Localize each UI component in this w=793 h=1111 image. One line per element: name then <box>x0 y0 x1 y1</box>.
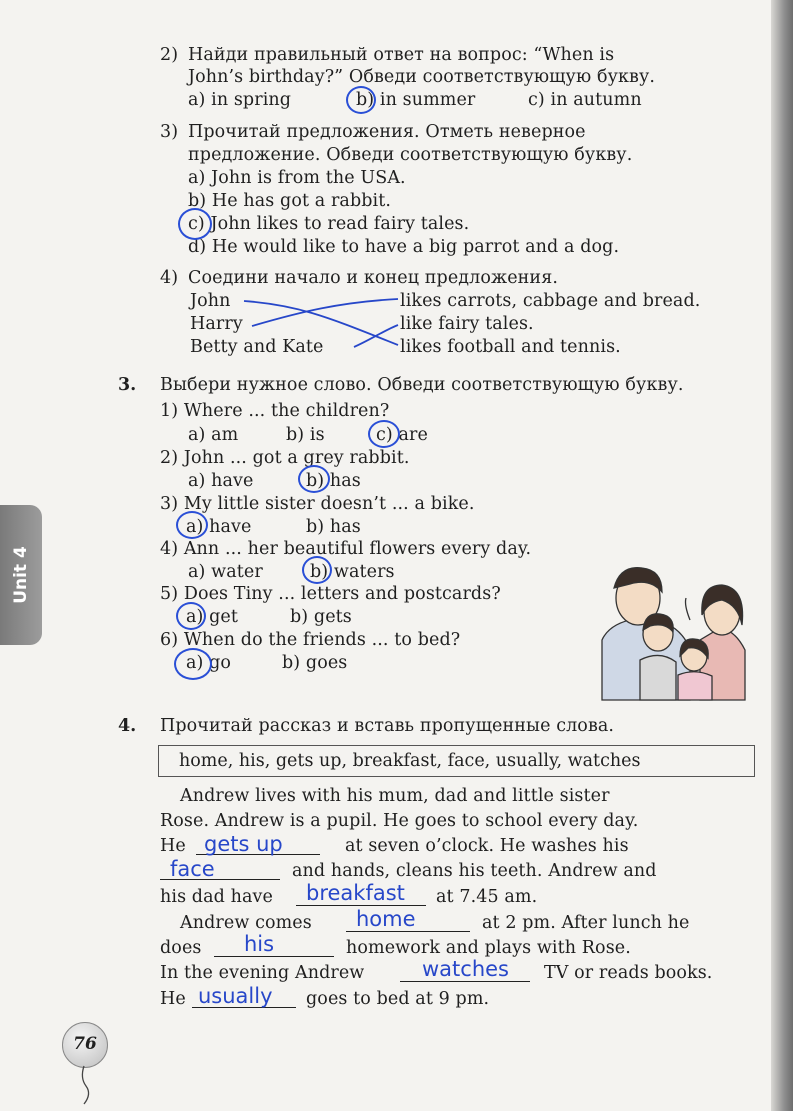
ex3-q6-option-b: b) goes <box>282 653 348 673</box>
q4-title: Соедини начало и конец предложения. <box>188 268 558 288</box>
ex3-question-3: 3) My little sister doesn’t ... a bike. <box>160 494 475 514</box>
q2-option-c: c) in autumn <box>528 90 642 110</box>
ex3-question-5: 5) Does Tiny ... letters and postcards? <box>160 584 501 604</box>
ex3-q1-option-b: b) is <box>286 425 325 445</box>
story-line-7a: does <box>160 938 202 958</box>
q2-line2: John’s birthday?” Обведи соответствующую букву. <box>188 67 656 87</box>
q3-line2: предложение. Обведи соответствующую букву. <box>188 145 633 165</box>
handwritten-answer: watches <box>422 957 509 981</box>
handwritten-answer: gets up <box>204 832 283 856</box>
word-bank-words: home, his, gets up, breakfast, face, usually, watches <box>179 751 641 771</box>
story-line-9a: He <box>160 989 186 1009</box>
ex3-q5-option-a: a) get <box>186 607 239 627</box>
exercise-4-number: 4. <box>118 716 137 736</box>
q4-left-3: Betty and Kate <box>190 337 324 357</box>
handwritten-answer: usually <box>198 984 273 1008</box>
ex3-q3-option-a: a) have <box>186 517 252 537</box>
ex3-q5-option-b: b) gets <box>290 607 352 627</box>
exercise-4-title: Прочитай рассказ и вставь пропущенные слова. <box>160 716 615 736</box>
ex3-q2-option-b: b) has <box>306 471 361 491</box>
q3-option-d: d) He would like to have a big parrot and a dog. <box>188 237 620 257</box>
story-line-8b: TV or reads books. <box>544 963 713 983</box>
story-line-3b: at seven o’clock. He washes his <box>345 836 629 856</box>
ex3-question-2: 2) John ... got a grey rabbit. <box>160 448 410 468</box>
story-line-5a: his dad have <box>160 887 273 907</box>
ex3-q3-option-b: b) has <box>306 517 361 537</box>
story-line-8a: In the evening Andrew <box>160 963 365 983</box>
story-line-3a: He <box>160 836 186 856</box>
ex3-q4-option-b: b) waters <box>310 562 395 582</box>
story-line-2: Rose. Andrew is a pupil. He goes to school every day. <box>160 811 639 831</box>
page-number: 76 <box>73 1034 97 1054</box>
story-line-6a: Andrew comes <box>180 913 312 933</box>
q4-left-2: Harry <box>190 314 243 334</box>
exercise-3-title: Выбери нужное слово. Обведи соответствующую букву. <box>160 375 684 395</box>
ex3-q4-option-a: a) water <box>188 562 263 582</box>
q3-number: 3) <box>160 122 179 142</box>
ex3-question-4: 4) Ann ... her beautiful flowers every day. <box>160 539 532 559</box>
story-line-7b: homework and plays with Rose. <box>346 938 631 958</box>
ex3-question-1: 1) Where ... the children? <box>160 401 390 421</box>
q4-right-3: likes football and tennis. <box>400 337 621 357</box>
story-line-5b: at 7.45 am. <box>436 887 538 907</box>
handwritten-answer: home <box>356 907 416 931</box>
q2-option-a: a) in spring <box>188 90 292 110</box>
q2-number: 2) <box>160 45 179 65</box>
q4-left-1: John <box>190 291 231 311</box>
q3-line1: Прочитай предложения. Отметь неверное <box>188 122 586 142</box>
story-line-9b: goes to bed at 9 pm. <box>306 989 490 1009</box>
ex3-q2-option-a: a) have <box>188 471 254 491</box>
ex3-question-6: 6) When do the friends ... to bed? <box>160 630 461 650</box>
q3-option-c: c) John likes to read fairy tales. <box>188 214 470 234</box>
story-line-1: Andrew lives with his mum, dad and little sister <box>180 786 610 806</box>
ex3-q6-option-a: a) go <box>186 653 232 673</box>
q4-right-1: likes carrots, cabbage and bread. <box>400 291 701 311</box>
unit-label: Unit 4 <box>11 546 31 604</box>
q4-number: 4) <box>160 268 179 288</box>
exercise-3-number: 3. <box>118 375 137 395</box>
handwritten-answer: face <box>170 857 215 881</box>
story-line-6b: at 2 pm. After lunch he <box>482 913 690 933</box>
q3-option-a: a) John is from the USA. <box>188 168 406 188</box>
story-line-4b: and hands, cleans his teeth. Andrew and <box>292 861 657 881</box>
ex3-q1-option-c: c) are <box>376 425 428 445</box>
q4-right-2: like fairy tales. <box>400 314 534 334</box>
handwritten-answer: breakfast <box>306 881 405 905</box>
q2-option-b: b) in summer <box>356 90 476 110</box>
handwritten-answer: his <box>244 932 275 956</box>
ex3-q1-option-a: a) am <box>188 425 239 445</box>
q2-line1: Найди правильный ответ на вопрос: “When is <box>188 45 615 65</box>
q3-option-b: b) He has got a rabbit. <box>188 191 392 211</box>
